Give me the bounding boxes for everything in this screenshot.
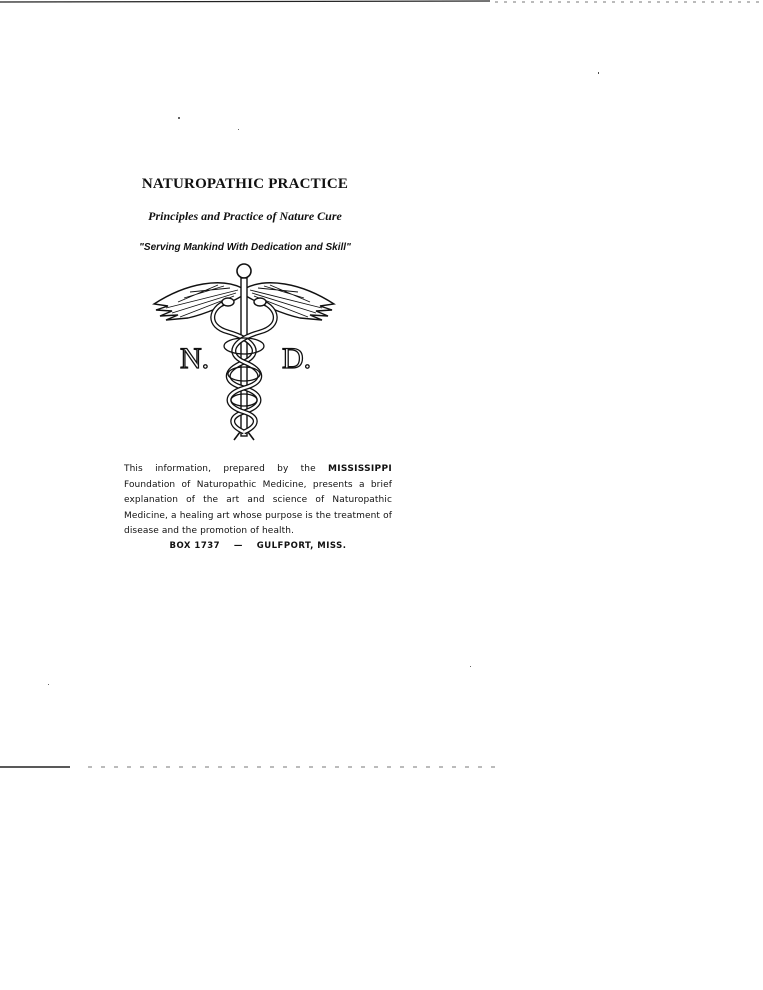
mailing-address bbox=[124, 541, 392, 551]
document-motto: "Serving Mankind With Dedication and Skill" bbox=[139, 242, 351, 253]
scan-top-edge bbox=[0, 0, 763, 6]
scan-speck bbox=[238, 129, 239, 130]
scan-speck bbox=[178, 117, 180, 119]
scan-fold-line bbox=[0, 763, 500, 771]
address-box: BOX 1737 bbox=[169, 541, 221, 551]
scan-speck bbox=[598, 72, 599, 74]
address-city: GULFPORT, MISS. bbox=[256, 541, 347, 551]
caduceus-icon bbox=[148, 262, 340, 444]
info-text-end: Foundation of Naturopathic Medicine, presents a brief explanation of the art and science of Naturopathic Medicine, a healing art whose purpose is the treatment of disease and the promotion of health. bbox=[124, 479, 392, 537]
address-separator: — bbox=[233, 541, 243, 551]
scan-speck bbox=[48, 684, 49, 685]
scan-speck bbox=[470, 666, 471, 667]
info-highlight: MISSISSIPPI bbox=[328, 464, 392, 474]
emblem-letters-left: N. bbox=[180, 342, 210, 375]
document-subtitle: Principles and Practice of Nature Cure bbox=[148, 209, 342, 223]
info-paragraph bbox=[124, 462, 392, 540]
emblem-letters-right: D. bbox=[282, 342, 312, 375]
info-text-start: This information, prepared by the bbox=[124, 464, 329, 474]
document-title: NATUROPATHIC PRACTICE bbox=[141, 176, 349, 192]
